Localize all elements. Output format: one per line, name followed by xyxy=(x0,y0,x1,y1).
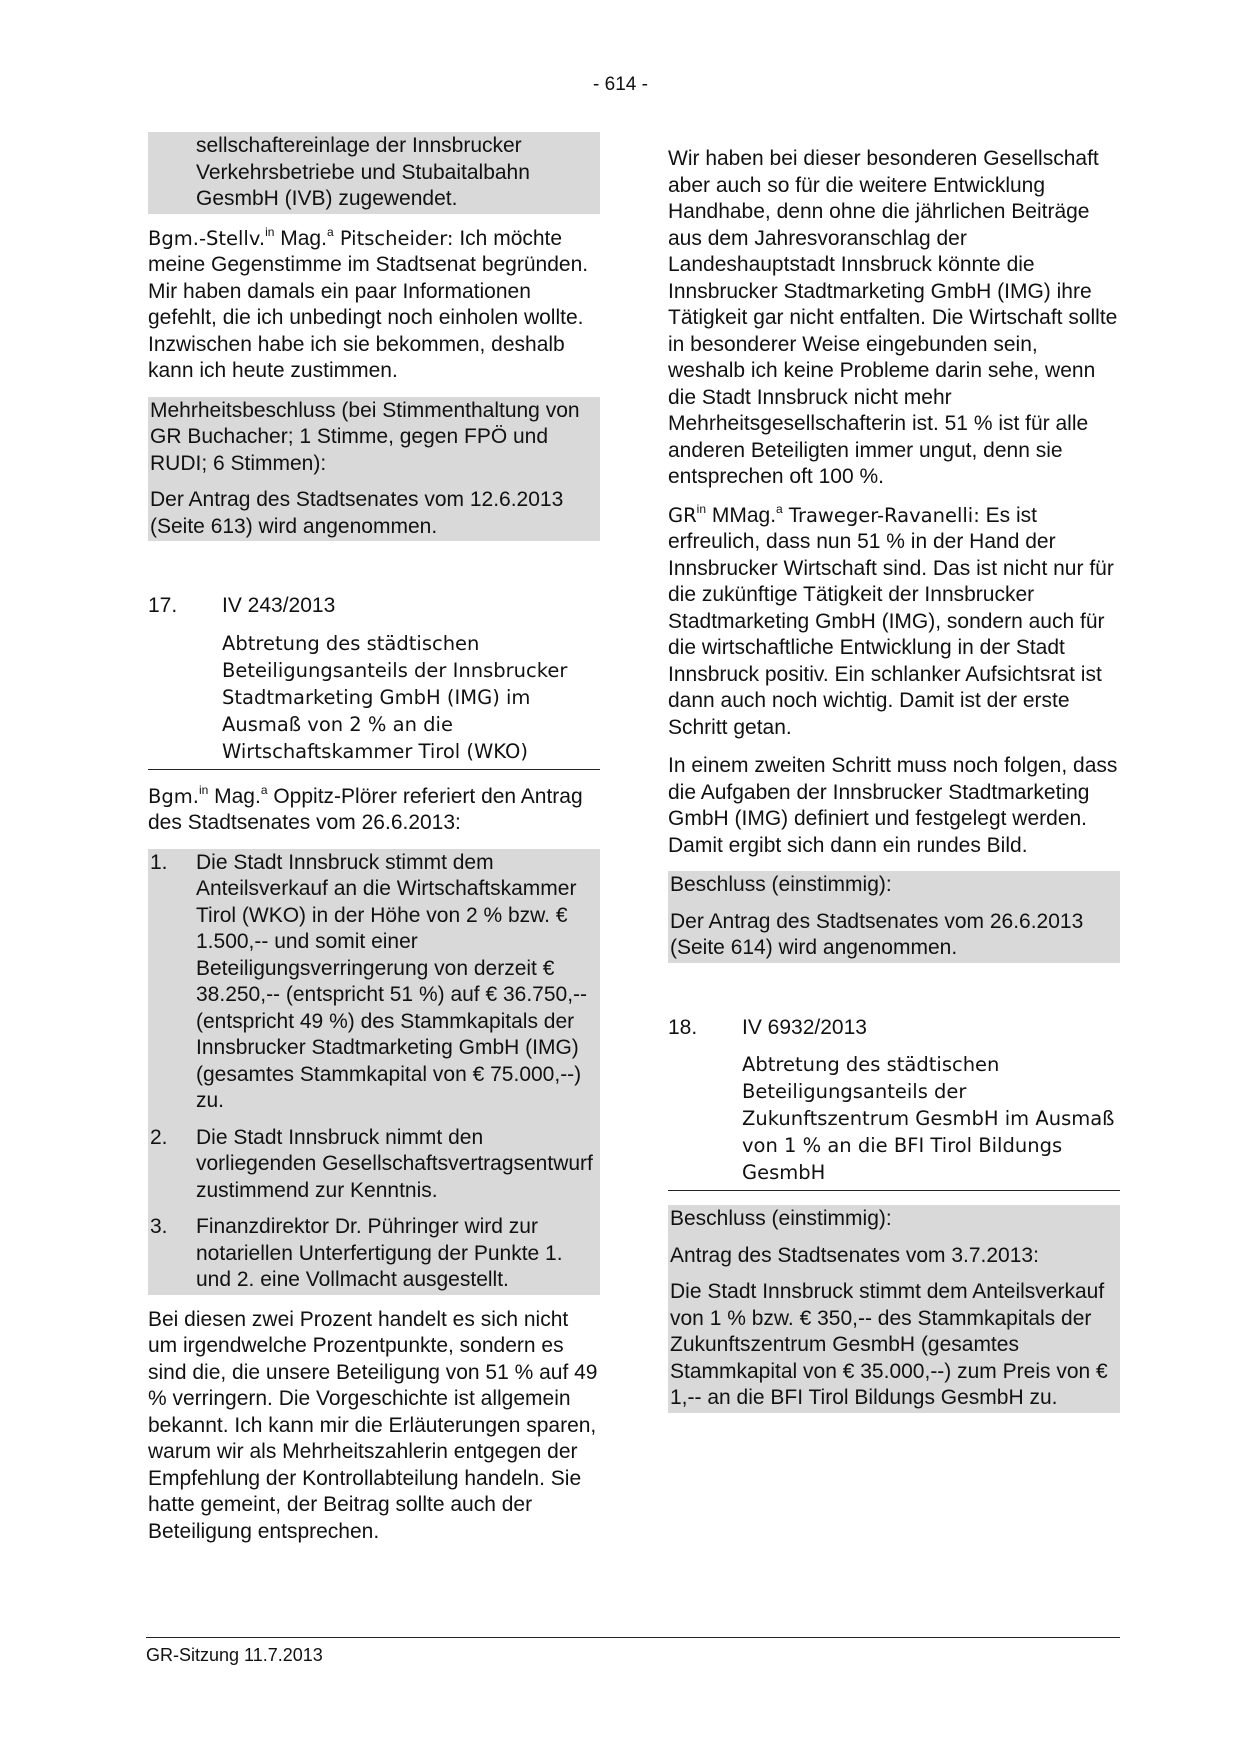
item-reference: IV 243/2013 xyxy=(222,594,336,617)
decision-block-2 xyxy=(668,871,1120,963)
speaker-pitscheider-title: Bgm.-Stellv. xyxy=(148,226,266,250)
motion-points-list xyxy=(150,850,598,1294)
item-title-rule xyxy=(148,630,600,770)
continued-decision-block xyxy=(148,132,600,214)
traweger-statement xyxy=(668,503,1120,742)
list-item-number: 2. xyxy=(150,1125,168,1149)
oppitz-statement xyxy=(148,784,600,837)
speaker-sup: in xyxy=(198,782,209,797)
decision-text: Der Antrag des Stadtsenates vom 12.6.2013 (Seite 613) wird angenommen. xyxy=(150,488,564,538)
item-title: Abtretung des städtischen Beteiligungsanteils der Innsbrucker Stadtmarketing GmbH (IMG) im Ausmaß von 2 % an die Wirtschaftskammer Tirol (WKO) xyxy=(222,631,568,763)
decision-intro: Antrag des Stadtsenates vom 3.7.2013: xyxy=(670,1243,1039,1267)
list-item-number: 1. xyxy=(150,850,168,874)
speaker-mag: Mag. xyxy=(274,226,327,250)
continued-text: sellschaftereinlage der Innsbrucker Verkehrsbetriebe und Stubaitalbahn GesmbH (IVB) zugewendet. xyxy=(196,134,530,210)
item-reference: IV 6932/2013 xyxy=(742,1015,867,1039)
speaker-mag: MMag. xyxy=(706,503,777,527)
speaker-sup: a xyxy=(260,782,268,797)
list-item-text: Finanzdirektor Dr. Pühringer wird zur notariellen Unterfertigung der Punkte 1. und 2. eine Vollmacht ausgestellt. xyxy=(196,1215,563,1291)
decision-text: Der Antrag des Stadtsenates vom 26.6.2013 (Seite 614) wird angenommen. xyxy=(670,909,1084,959)
oppitz-text: Oppitz-Plörer referiert den Antrag des Stadtsenates vom 26.6.2013: xyxy=(148,784,583,834)
pitscheider-text: Ich möchte meine Gegenstimme im Stadtsenat begründen. Mir haben damals ein paar Informationen gefehlt, die ich unbedingt noch einholen wollte. Inzwischen habe ich sie bekommen, deshalb kann ich heute zustimmen. xyxy=(148,226,589,382)
speaker-sup: in xyxy=(696,501,707,516)
list-item xyxy=(150,1214,598,1294)
speaker-sup: a xyxy=(776,501,783,516)
decision-heading: Beschluss (einstimmig): xyxy=(670,873,892,896)
speaker-sup: in xyxy=(265,224,275,239)
decision-heading: Beschluss (einstimmig): xyxy=(670,1207,892,1230)
traweger-text: Es ist erfreulich, dass nun 51 % in der Hand der Innsbrucker Wirtschaft sind. Das ist nicht nur für die zukünftige Tätigkeit der Innsbrucker Stadtmarketing GmbH (IMG), sondern auch für die wirtschaftliche Entwicklung in der Stadt Innsbruck positiv. Ein schlanker Aufsichtsrat ist dann auch noch wichtig. Damit ist der erste Schritt getan. xyxy=(668,503,1114,739)
speaker-traweger-name: Traweger-Ravanelli: xyxy=(782,503,980,527)
list-item-text: Die Stadt Innsbruck stimmt dem Anteilsverkauf an die Wirtschaftskammer Tirol (WKO) in der Höhe von 2 % bzw. € 1.500,-- und somit einer Beteiligungsverringerung von derzeit € 38.250,-- (entspricht 51 %) auf € 36.750,-- (entspricht 49 %) des Stammkapitals der Innsbrucker Stadtmarketing GmbH (IMG) (gesamtes Stammkapital von € 75.000,--) zu. xyxy=(196,850,588,1112)
speaker-mag: Mag. xyxy=(208,784,261,808)
decision-block-1 xyxy=(148,397,600,542)
speaker-sup: a xyxy=(326,224,334,239)
closing-paragraph: Bei diesen zwei Prozent handelt es sich nicht um irgendwelche Prozentpunkte, sondern es sind die, die unsere Beteiligung von 51 % auf 49 % verringern. Die Vorgeschichte ist allgemein bekannt. Ich kann mir die Erläuterungen sparen, warum wir als Mehrheitszahlerin entgegen der Empfehlung der Kontrollabteilung handeln. Sie hatte gemeint, der Beitrag sollte auch der Beteiligung entsprechen. xyxy=(148,1307,598,1543)
item-number: 17. xyxy=(148,594,178,617)
item-title: Abtretung des städtischen Beteiligungsanteils der Zukunftszentrum GesmbH im Ausmaß von 1 % an die BFI Tirol Bildungs GesmbH xyxy=(742,1053,1115,1184)
item-title-rule xyxy=(668,1051,1120,1191)
list-item xyxy=(150,1125,598,1205)
motion-points-block xyxy=(148,849,600,1295)
decision-text: Die Stadt Innsbruck stimmt dem Anteilsverkauf von 1 % bzw. € 350,-- des Stammkapitals der Zukunftszentrum GesmbH (gesamtes Stammkapital von € 35.000,--) zum Preis von € 1,-- an die BFI Tirol Bildungs GesmbH zu. xyxy=(670,1280,1108,1409)
decision-heading: Mehrheitsbeschluss (bei Stimmenthaltung von GR Buchacher; 1 Stimme, gegen FPÖ und RUDI; 6 Stimmen): xyxy=(150,398,580,475)
speaker-traweger-title: GR xyxy=(668,503,697,527)
speaker-pitscheider-name: Pitscheider: xyxy=(333,226,454,250)
pitscheider-statement xyxy=(148,226,600,385)
decision-block-3 xyxy=(668,1205,1120,1413)
paragraph-2: In einem zweiten Schritt muss noch folgen, dass die Aufgaben der Innsbrucker Stadtmarketing GmbH (IMG) definiert und festgelegt werden. Damit ergibt sich dann ein rundes Bild. xyxy=(668,754,1118,857)
left-column xyxy=(148,134,600,1557)
paragraph-1: Wir haben bei dieser besonderen Gesellschaft aber auch so für die weitere Entwicklung Handhabe, denn ohne die jährlichen Beiträge aus dem Jahresvoranschlag der Landeshauptstadt Innsbruck könnte die Innsbrucker Stadtmarketing GmbH (IMG) ihre Tätigkeit gar nicht entfalten. Die Wirtschaft sollte in besonderer Weise eingebunden sein, weshalb ich keine Probleme darin sehe, wenn die Stadt Innsbruck nicht mehr Mehrheitsgesellschafterin ist. 51 % ist für alle anderen Beteiligten immer ungut, denn sie entsprechen oft 100 %. xyxy=(668,147,1118,488)
page-number: - 614 - xyxy=(593,74,648,95)
agenda-item-17 xyxy=(148,593,600,770)
speaker-oppitz-title: Bgm. xyxy=(148,784,199,808)
list-item xyxy=(150,850,598,1115)
list-item-text: Die Stadt Innsbruck nimmt den vorliegenden Gesellschaftsvertragsentwurf zustimmend zur Kenntnis. xyxy=(196,1125,593,1202)
agenda-item-18 xyxy=(668,1015,1120,1192)
page-footer: GR-Sitzung 11.7.2013 xyxy=(146,1637,1120,1669)
right-column xyxy=(668,146,1120,1425)
item-number: 18. xyxy=(668,1015,698,1039)
list-item-number: 3. xyxy=(150,1215,168,1238)
